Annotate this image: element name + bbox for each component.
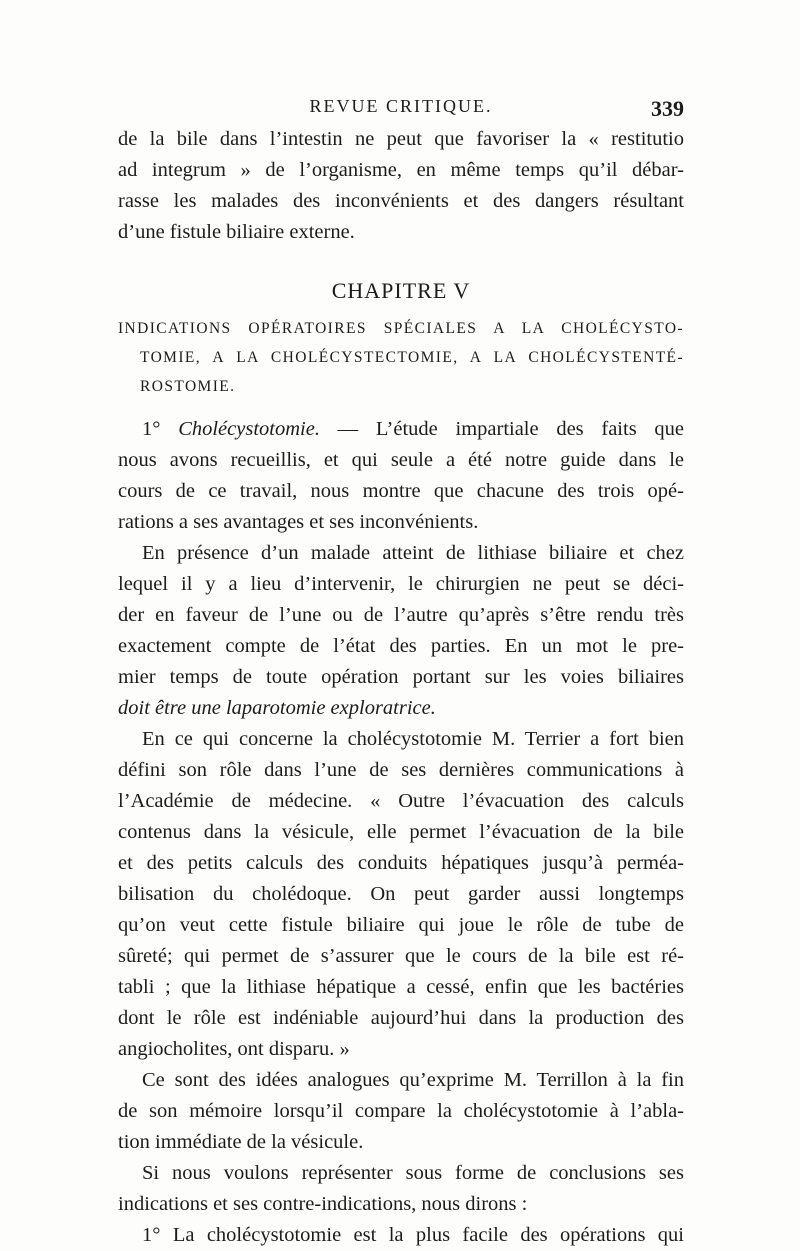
- text-line: contenus dans la vésicule, elle permet l’évacuation de la bile: [118, 821, 684, 843]
- paragraph-terrier-quote: [118, 724, 684, 1065]
- text-line: exactement compte de l’état des parties. En un mot le pre-: [118, 635, 684, 657]
- text-line: cours de ce travail, nous montre que chacune des trois opé-: [118, 480, 684, 502]
- page-header: [118, 96, 684, 122]
- paragraph-point-one: [118, 1220, 684, 1251]
- line-rest: — L’étude impartiale des faits que: [319, 418, 685, 440]
- text-line: Ce sont des idées analogues qu’exprime M. Terrillon à la fin: [142, 1069, 684, 1091]
- text-line: bilisation du cholédoque. On peut garder aussi longtemps: [118, 883, 684, 905]
- text-line: tion immédiate de la vésicule.: [118, 1131, 364, 1153]
- text-line: rations a ses avantages et ses inconvénients.: [118, 511, 479, 533]
- text-line: sûreté; qui permet de s’assurer que le cours de la bile est ré-: [118, 945, 684, 967]
- text-line: et des petits calculs des conduits hépatiques jusqu’à perméa-: [118, 852, 684, 874]
- text-line: angiocholites, ont disparu. »: [118, 1038, 350, 1060]
- paragraph-conclusions: [118, 1158, 684, 1220]
- text-line: nous avons recueillis, et qui seule a été notre guide dans le: [118, 449, 684, 471]
- text-line: ad integrum » de l’organisme, en même temps qu’il débar-: [118, 159, 684, 181]
- running-title: REVUE CRITIQUE.: [309, 96, 493, 116]
- text-line: En présence d’un malade atteint de lithiase biliaire et chez: [142, 542, 684, 564]
- item-number: 1°: [142, 418, 161, 440]
- text-line: tabli ; que la lithiase hépatique a cessé, enfin que les bactéries: [118, 976, 684, 998]
- text-line: mier temps de toute opération portant sur les voies biliaires: [118, 666, 684, 688]
- intro-paragraph: [118, 124, 684, 248]
- paragraph-cholecystotomie: [118, 414, 684, 538]
- text-line: qu’on veut cette fistule biliaire qui joue le rôle de tube de: [118, 914, 684, 936]
- text-line: d’une fistule biliaire externe.: [118, 221, 355, 243]
- heading-line: INDICATIONS OPÉRATOIRES SPÉCIALES A LA CHOLÉCYSTO-: [118, 320, 684, 337]
- text-line: 1° La cholécystotomie est la plus facile des opérations qui: [142, 1224, 684, 1246]
- paragraph-presence: [118, 538, 684, 724]
- heading-line: ROSTOMIE.: [140, 378, 236, 395]
- text-line: der en faveur de l’une ou de l’autre qu’après s’être rendu très: [118, 604, 684, 626]
- body-text: [118, 124, 684, 1251]
- text-line: lequel il y a lieu d’intervenir, le chirurgien ne peut se déci-: [118, 573, 684, 595]
- section-heading: [118, 314, 684, 401]
- text-line: rasse les malades des inconvénients et des dangers résultant: [118, 190, 684, 212]
- text-line: de la bile dans l’intestin ne peut que favoriser la « restitutio: [118, 128, 684, 150]
- text-line: l’Académie de médecine. « Outre l’évacuation des calculs: [118, 790, 684, 812]
- text-line: défini son rôle dans l’une de ses dernières communications à: [118, 759, 684, 781]
- italic-term: Cholécystotomie.: [178, 418, 320, 440]
- paragraph-terrillon: [118, 1065, 684, 1158]
- italic-text-line: doit être une laparotomie exploratrice.: [118, 697, 436, 719]
- text-line: Si nous voulons représenter sous forme de conclusions ses: [142, 1162, 684, 1184]
- page-number: 339: [651, 96, 684, 121]
- heading-line: TOMIE, A LA CHOLÉCYSTECTOMIE, A LA CHOLÉCYSTENTÉ-: [140, 349, 684, 366]
- text-line: indications et ses contre-indications, nous dirons :: [118, 1193, 528, 1215]
- text-line: [118, 414, 684, 445]
- text-line: dont le rôle est indéniable aujourd’hui dans la production des: [118, 1007, 684, 1029]
- chapter-title: CHAPITRE V: [331, 278, 471, 303]
- text-line: En ce qui concerne la cholécystotomie M. Terrier a fort bien: [142, 728, 684, 750]
- text-line: de son mémoire lorsqu’il compare la cholécystotomie à l’abla-: [118, 1100, 684, 1122]
